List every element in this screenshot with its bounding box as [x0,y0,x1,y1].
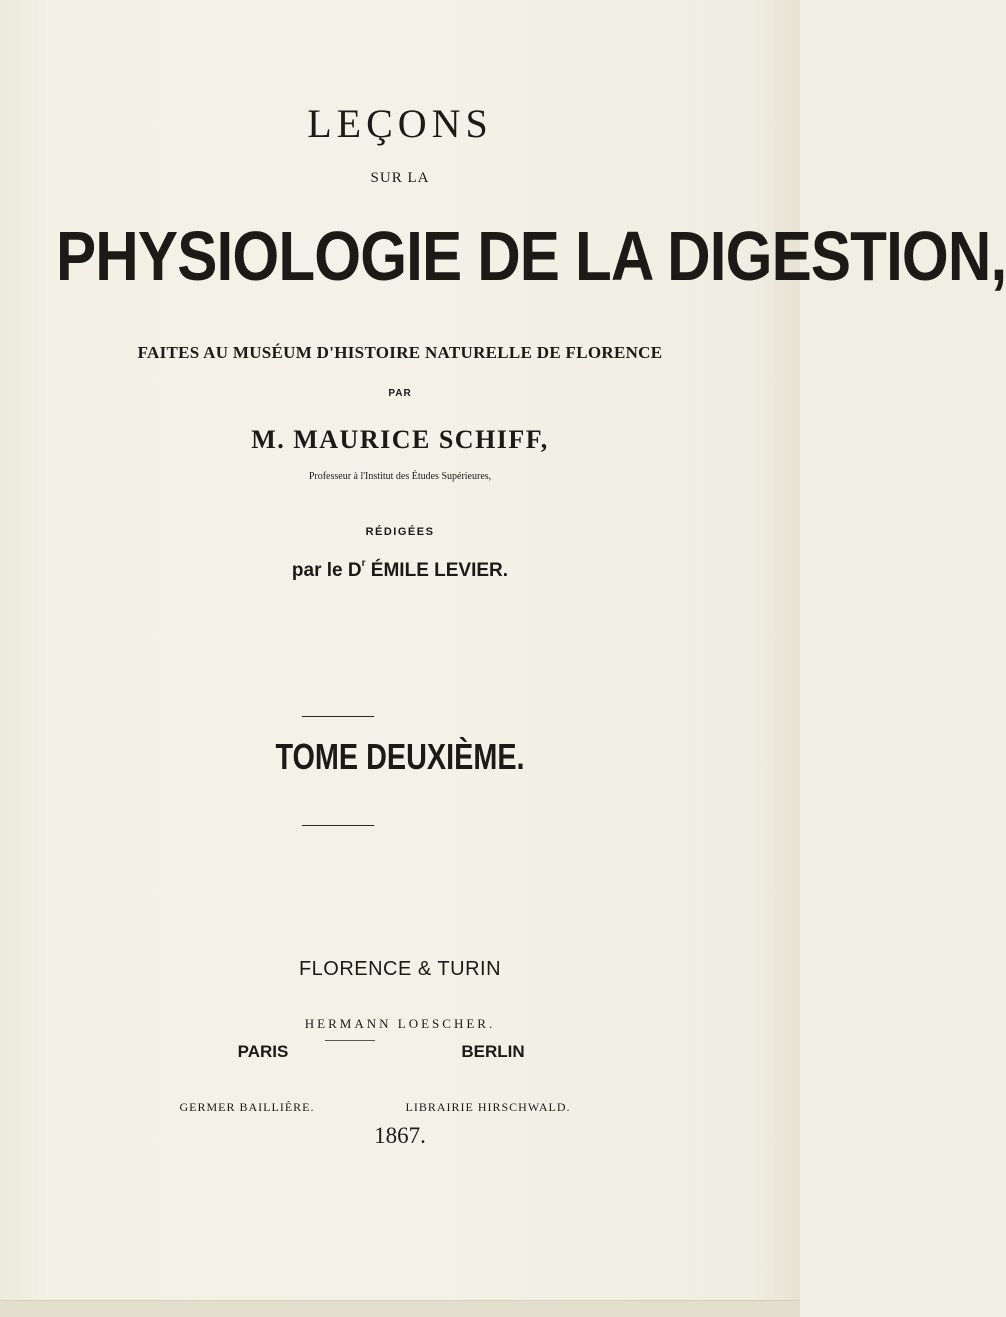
publication-year: 1867. [374,1123,426,1148]
author-position: Professeur à l'Institut des Études Supérieures, [308,471,492,482]
volume-title: TOME DEUXIÈME. [275,736,525,777]
editor-line [0,560,800,582]
imprint-berlin: BERLIN [461,1042,525,1061]
editor-prefix: par le D [291,560,362,581]
imprint-paris: PARIS [237,1042,289,1061]
divider-top [302,716,374,717]
imprint-berlin-publisher: LIBRAIRIE HIRSCHWALD. [405,1100,571,1114]
imprint-dash [325,1040,375,1041]
editor-sup: r [361,558,366,569]
main-title: PHYSIOLOGIE DE LA DIGESTION, [56,217,1006,295]
redigees-label: RÉDIGÉES [365,526,435,538]
heading-lecons: LEÇONS [307,101,493,146]
imprint-cities: FLORENCE & TURIN [298,958,502,980]
imprint-paris-publisher: GERMER BAILLIÈRE. [179,1100,315,1114]
page-edge [0,1300,800,1317]
par-label: PAR [388,388,412,399]
author-name: M. MAURICE SCHIFF, [251,425,549,454]
divider-bottom [302,825,374,826]
imprint-publisher: HERMANN LOESCHER. [304,1016,496,1031]
subtitle: FAITES AU MUSÉUM D'HISTOIRE NATURELLE DE FLORENCE [137,343,663,362]
editor-name: ÉMILE LEVIER. [365,560,509,581]
heading-sur-la: SUR LA [370,170,430,186]
